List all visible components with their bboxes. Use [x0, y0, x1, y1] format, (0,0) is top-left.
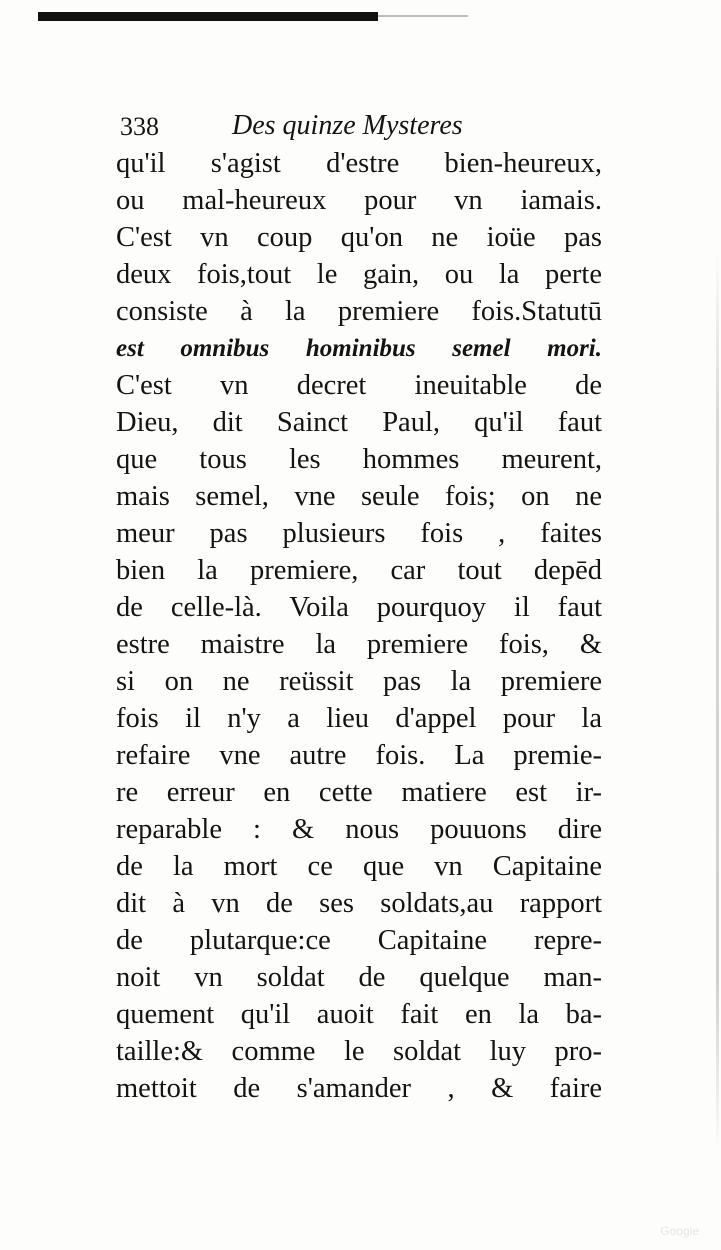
running-title: Des quinze Mysteres [232, 110, 463, 141]
text-line: dit à vn de ses soldats,au rapport [116, 888, 602, 919]
text-line: quement qu'il auoit fait en la ba- [116, 999, 602, 1030]
body-text [116, 145, 602, 1107]
text-line: reparable : & nous pouuons dire [116, 814, 602, 845]
text-line: meur pas plusieurs fois , faites [116, 518, 602, 549]
text-line: taille:& comme le soldat luy pro- [116, 1036, 602, 1067]
text-line: consiste à la premiere fois.Statutū [116, 296, 602, 327]
text-line: de plutarque:ce Capitaine repre- [116, 925, 602, 956]
text-line: de celle-là. Voila pourquoy il faut [116, 592, 602, 623]
text-line: C'est vn coup qu'on ne ioüe pas [116, 222, 602, 253]
text-line: fois il n'y a lieu d'appel pour la [116, 703, 602, 734]
text-line: Dieu, dit Sainct Paul, qu'il faut [116, 407, 602, 438]
text-line: de la mort ce que vn Capitaine [116, 851, 602, 882]
text-line: deux fois,tout le gain, ou la perte [116, 259, 602, 290]
text-line: mettoit de s'amander , & faire [116, 1073, 602, 1104]
text-line: mais semel, vne seule fois; on ne [116, 481, 602, 512]
text-line: noit vn soldat de quelque man- [116, 962, 602, 993]
text-line: re erreur en cette matiere est ir- [116, 777, 602, 808]
text-line: que tous les hommes meurent, [116, 444, 602, 475]
scan-watermark: Google [660, 1224, 699, 1238]
text-line: refaire vne autre fois. La premie- [116, 740, 602, 771]
page-number: 338 [120, 112, 159, 141]
text-line: ou mal-heureux pour vn iamais. [116, 185, 602, 216]
text-line: estre maistre la premiere fois, & [116, 629, 602, 660]
text-line: C'est vn decret ineuitable de [116, 370, 602, 401]
page-edge-shadow [716, 240, 719, 1160]
text-line: si on ne reüssit pas la premiere [116, 666, 602, 697]
text-line: qu'il s'agist d'estre bien-heureux, [116, 148, 602, 179]
top-border-rule [38, 12, 378, 21]
latin-quote-line: est omnibus hominibus semel mori. [116, 335, 602, 362]
top-border-rule-fade [378, 15, 468, 17]
page-header [120, 104, 600, 144]
text-line: bien la premiere, car tout depēd [116, 555, 602, 586]
